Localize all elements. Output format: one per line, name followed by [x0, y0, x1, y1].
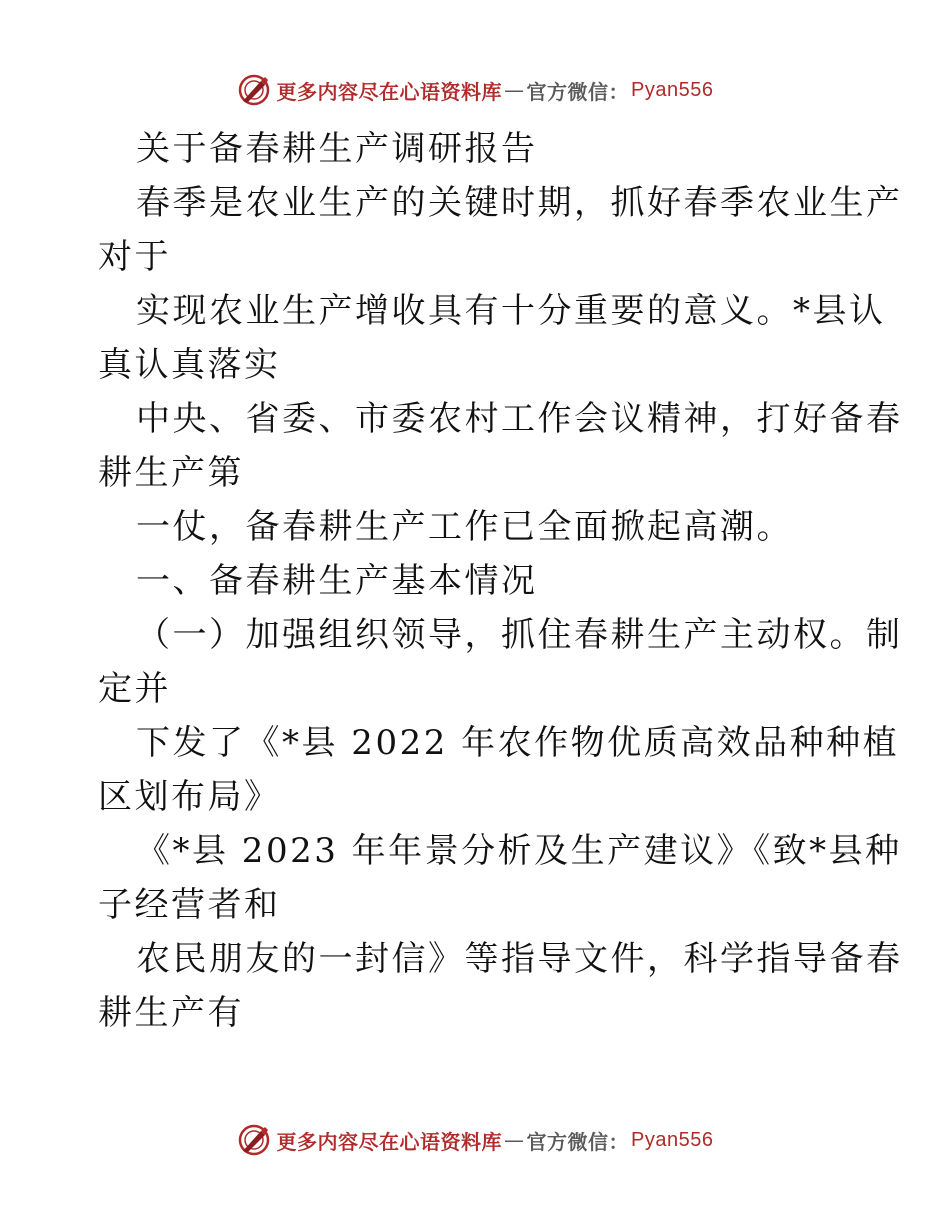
banner-wechat-label: 官方微信： — [526, 1129, 630, 1154]
paragraph-line: 子经营者和 — [98, 885, 281, 925]
paragraph-line: 《*县 2023 年年景分析及生产建议》《致*县种 — [136, 831, 902, 871]
banner-separator: — — [504, 1128, 525, 1152]
footer-banner — [0, 1120, 950, 1160]
paragraph-line: 实现农业生产增收具有十分重要的意义。*县认 — [136, 291, 886, 331]
paragraph-line: 对于 — [98, 237, 171, 277]
header-banner-text — [277, 76, 714, 105]
document-body — [98, 122, 903, 1040]
paragraph-line: 一仗，备春耕生产工作已全面掀起高潮。 — [136, 507, 793, 547]
banner-wechat-label: 官方微信： — [526, 79, 630, 104]
pen-logo-icon — [237, 73, 271, 107]
document-title: 关于备春耕生产调研报告 — [136, 129, 538, 169]
paragraph-line: 真认真落实 — [98, 345, 281, 385]
pen-logo-icon — [237, 1123, 271, 1157]
section-heading: 一、备春耕生产基本情况 — [136, 561, 538, 601]
banner-slogan: 更多内容尽在心语资料库 — [276, 79, 503, 104]
paragraph-line: 耕生产有 — [98, 993, 244, 1033]
banner-separator: — — [504, 78, 525, 102]
paragraph-line: 中央、省委、市委农村工作会议精神，打好备春 — [136, 399, 903, 439]
banner-wechat-id: Pyan556 — [631, 1128, 714, 1151]
paragraph-line: 区划布局》 — [98, 777, 281, 817]
banner-wechat-id: Pyan556 — [631, 78, 714, 101]
paragraph-line: 耕生产第 — [98, 453, 244, 493]
paragraph-line: 春季是农业生产的关键时期，抓好春季农业生产 — [136, 183, 903, 223]
paragraph-line: （一）加强组织领导，抓住春耕生产主动权。制 — [136, 615, 903, 655]
paragraph-line: 下发了《*县 2022 年农作物优质高效品种种植 — [136, 723, 900, 763]
paragraph-line: 定并 — [98, 669, 171, 709]
footer-banner-text — [277, 1126, 714, 1155]
paragraph-line: 农民朋友的一封信》等指导文件，科学指导备春 — [136, 939, 903, 979]
banner-slogan: 更多内容尽在心语资料库 — [276, 1129, 503, 1154]
header-banner — [0, 70, 950, 110]
